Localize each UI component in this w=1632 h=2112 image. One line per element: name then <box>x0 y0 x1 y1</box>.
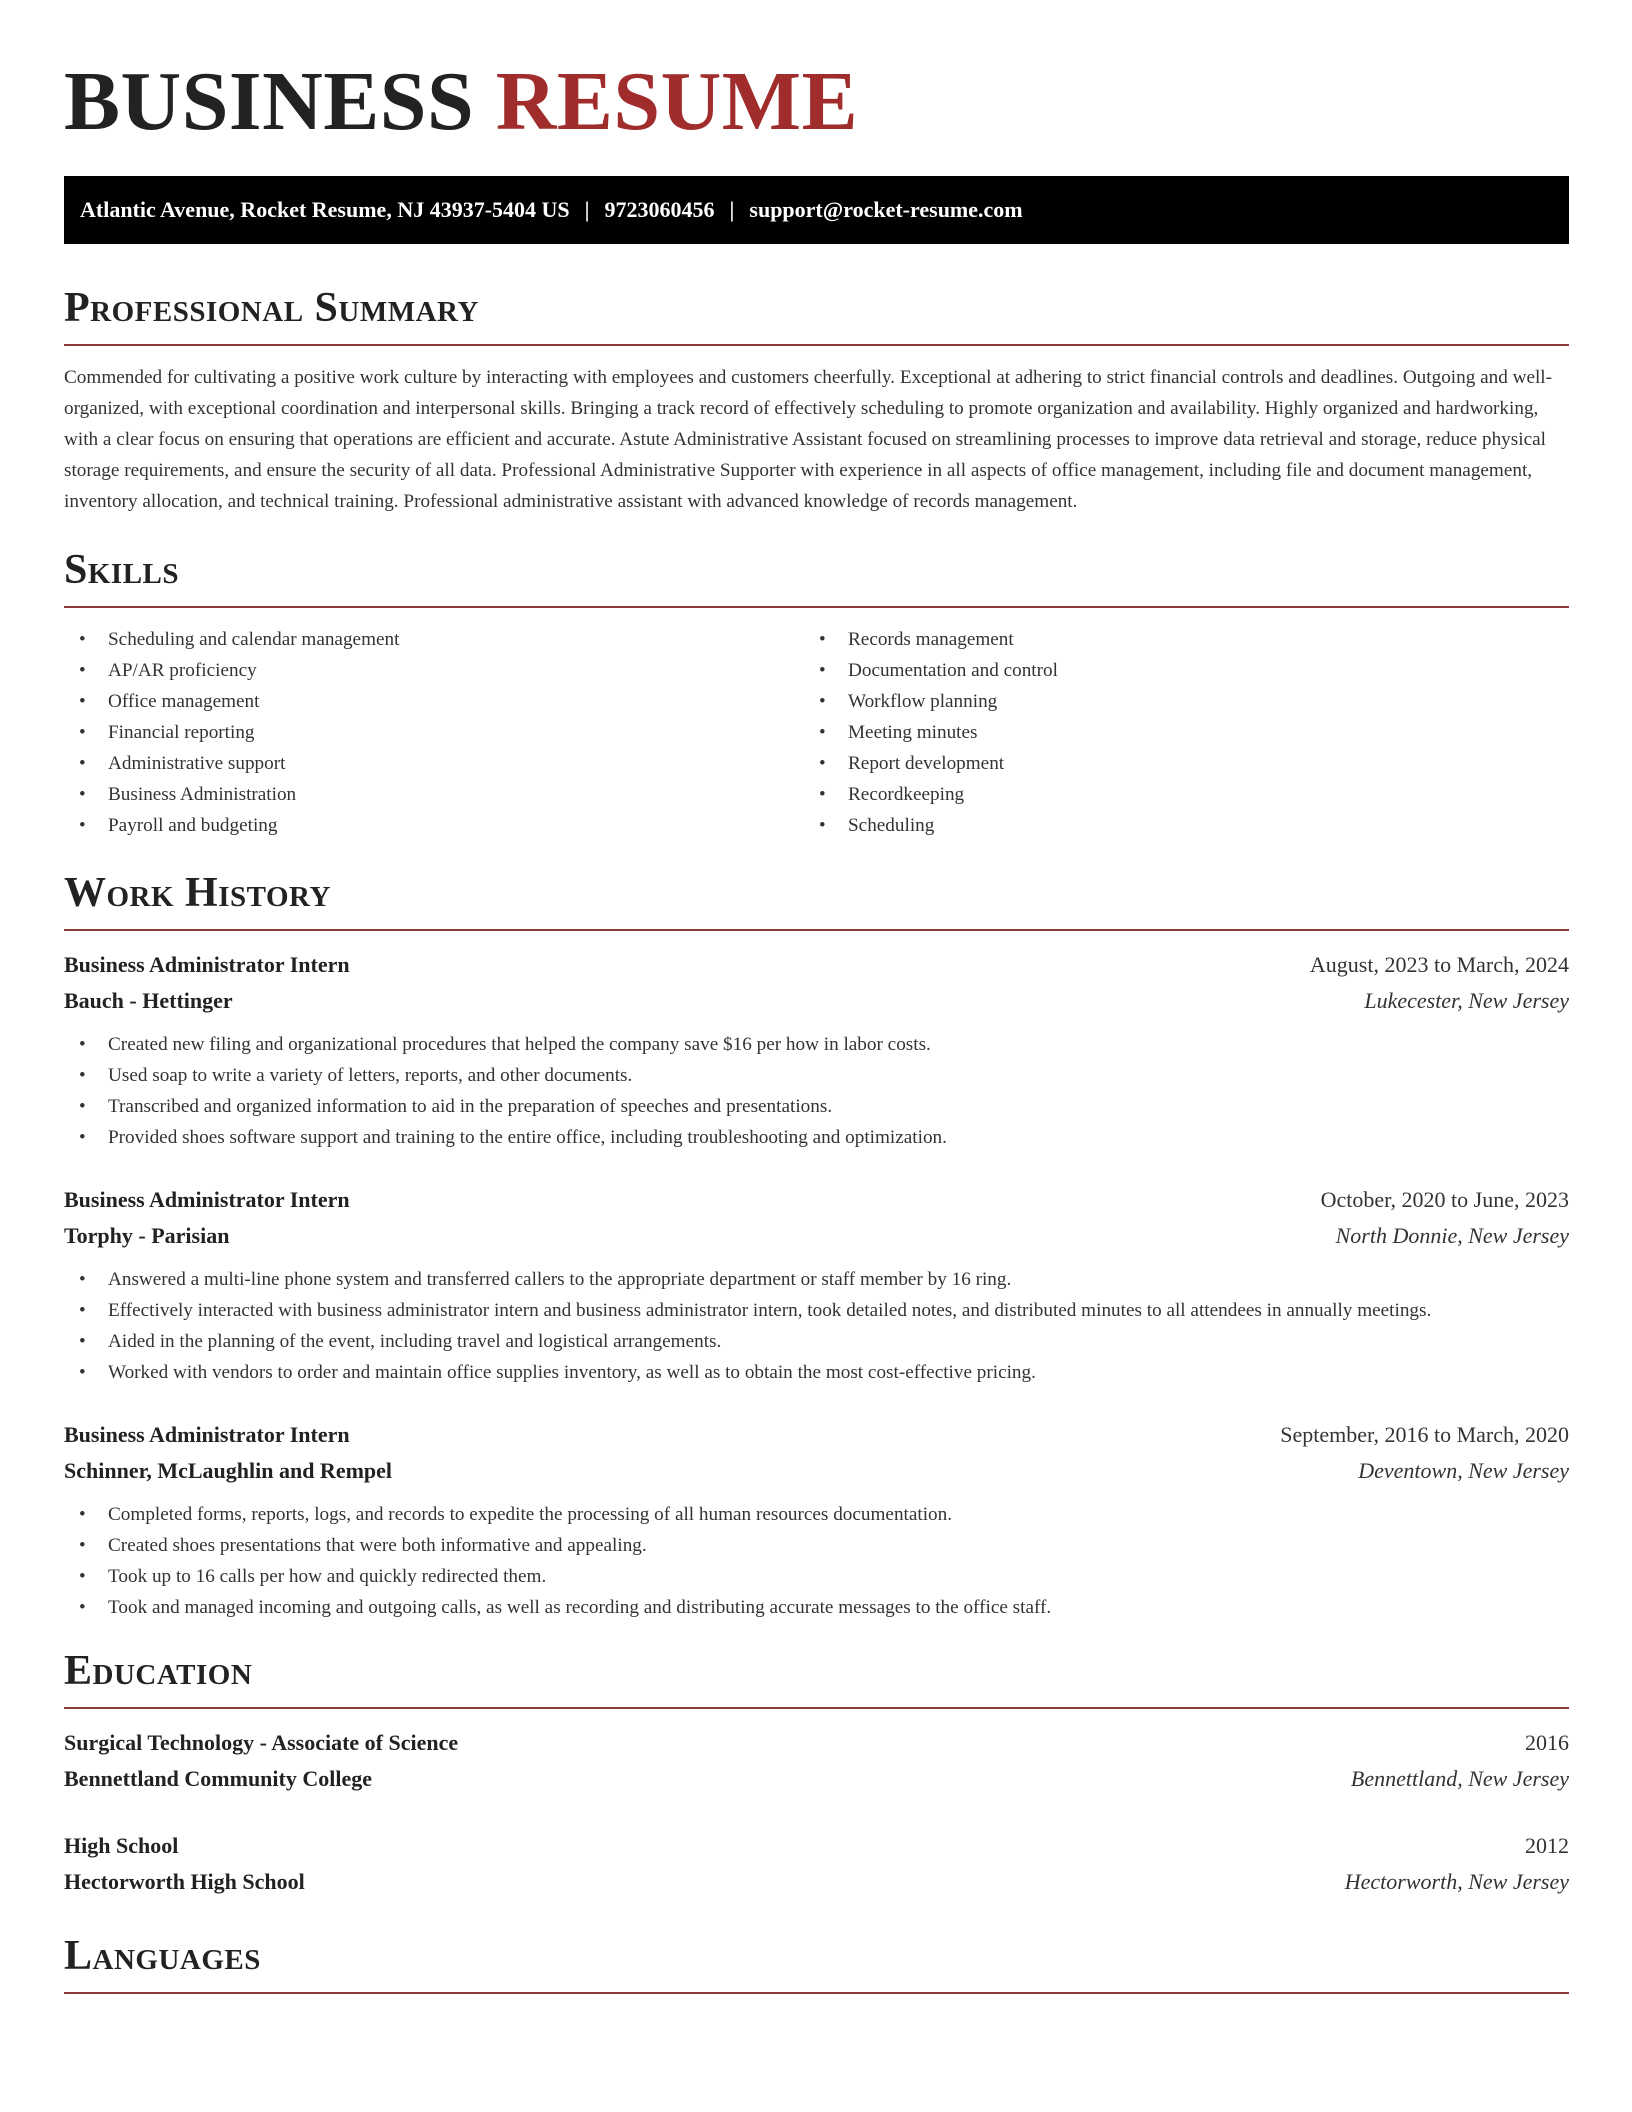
skill-item: • Scheduling <box>804 810 1544 841</box>
job-company-row <box>64 1218 1569 1254</box>
job-bullet: • Effectively interacted with business administrator intern and business administrator intern, took detailed notes, and distributed minutes to all attendees in annually meetings. <box>64 1295 1569 1326</box>
section-divider <box>64 1707 1569 1709</box>
job-bullet: • Created shoes presentations that were both informative and appealing. <box>64 1530 1569 1561</box>
section-divider <box>64 929 1569 931</box>
education-location: Hectorworth, New Jersey <box>1344 1869 1569 1894</box>
job-role: Business Administrator Intern <box>64 1422 350 1447</box>
job-location: Deventown, New Jersey <box>1358 1458 1569 1483</box>
job-bullet-list <box>64 1264 1569 1388</box>
skill-item: • Meeting minutes <box>804 717 1544 748</box>
section-title-work-history: Work History <box>64 870 331 916</box>
skills-grid <box>64 624 1569 841</box>
job-location: Lukecester, New Jersey <box>1364 988 1569 1013</box>
job-company: Bauch - Hettinger <box>64 988 233 1013</box>
job-bullet: • Completed forms, reports, logs, and records to expedite the processing of all human resources documentation. <box>64 1499 1569 1530</box>
job-dates: August, 2023 to March, 2024 <box>1309 952 1569 977</box>
education-year: 2016 <box>1525 1730 1569 1755</box>
contact-bar <box>64 176 1569 244</box>
job-bullet: • Aided in the planning of the event, including travel and logistical arrangements. <box>64 1326 1569 1357</box>
section-title-education: Education <box>64 1648 253 1694</box>
skills-section <box>64 546 1569 841</box>
section-divider <box>64 344 1569 346</box>
education-location: Bennettland, New Jersey <box>1350 1766 1569 1791</box>
skill-item: • Payroll and budgeting <box>64 810 804 841</box>
job-entry <box>64 947 1569 1153</box>
skill-item: • Documentation and control <box>804 655 1544 686</box>
job-bullet: • Answered a multi-line phone system and transferred callers to the appropriate department or staff member by 16 ring. <box>64 1264 1569 1295</box>
job-company: Torphy - Parisian <box>64 1223 230 1248</box>
skills-list-right <box>804 624 1544 841</box>
job-bullet: • Provided shoes software support and training to the entire office, including troubleshooting and optimization. <box>64 1122 1569 1153</box>
job-bullet-list <box>64 1499 1569 1623</box>
education-degree: Surgical Technology - Associate of Science <box>64 1730 459 1755</box>
contact-separator: | <box>584 197 590 222</box>
resume-page <box>64 0 1569 1994</box>
skill-item: • Records management <box>804 624 1544 655</box>
section-divider <box>64 606 1569 608</box>
education-school-row <box>64 1761 1569 1797</box>
contact-email: support@rocket-resume.com <box>749 197 1023 222</box>
section-divider <box>64 1992 1569 1994</box>
job-bullet: • Took and managed incoming and outgoing calls, as well as recording and distributing accurate messages to the office staff. <box>64 1592 1569 1623</box>
job-bullet: • Created new filing and organizational procedures that helped the company save $16 per how in labor costs. <box>64 1029 1569 1060</box>
education-entry <box>64 1828 1569 1900</box>
summary-section <box>64 284 1569 517</box>
job-role: Business Administrator Intern <box>64 952 350 977</box>
skill-item: • Recordkeeping <box>804 779 1544 810</box>
job-company-row <box>64 983 1569 1019</box>
skill-item: • Business Administration <box>64 779 804 810</box>
job-bullet: • Transcribed and organized information to aid in the preparation of speeches and presentations. <box>64 1091 1569 1122</box>
title-part2: RESUME <box>495 55 859 148</box>
education-school: Hectorworth High School <box>64 1869 305 1894</box>
skill-item: • Administrative support <box>64 748 804 779</box>
education-year: 2012 <box>1525 1833 1569 1858</box>
education-section <box>64 1647 1569 1900</box>
education-header-row <box>64 1725 1569 1761</box>
skill-item: • AP/AR proficiency <box>64 655 804 686</box>
section-title-languages: Languages <box>64 1933 261 1979</box>
skill-item: • Scheduling and calendar management <box>64 624 804 655</box>
work-history-section <box>64 869 1569 1623</box>
job-bullet: • Used soap to write a variety of letters, reports, and other documents. <box>64 1060 1569 1091</box>
job-dates: October, 2020 to June, 2023 <box>1320 1187 1569 1212</box>
education-entry <box>64 1725 1569 1797</box>
education-school-row <box>64 1864 1569 1900</box>
education-header-row <box>64 1828 1569 1864</box>
job-entry <box>64 1182 1569 1388</box>
skill-item: • Report development <box>804 748 1544 779</box>
contact-phone: 9723060456 <box>604 197 715 222</box>
skills-list-left <box>64 624 804 841</box>
job-entry <box>64 1417 1569 1623</box>
skill-item: • Office management <box>64 686 804 717</box>
title-part1: BUSINESS <box>64 55 475 148</box>
contact-separator: | <box>729 197 735 222</box>
job-header-row <box>64 1182 1569 1218</box>
job-bullet: • Took up to 16 calls per how and quickly redirected them. <box>64 1561 1569 1592</box>
skill-item: • Financial reporting <box>64 717 804 748</box>
job-bullet: • Worked with vendors to order and maintain office supplies inventory, as well as to obtain the most cost-effective pricing. <box>64 1357 1569 1388</box>
section-title-summary: Professional Summary <box>64 285 479 331</box>
job-bullet-list <box>64 1029 1569 1153</box>
job-location: North Donnie, New Jersey <box>1335 1223 1569 1248</box>
skill-item: • Workflow planning <box>804 686 1544 717</box>
section-title-skills: Skills <box>64 547 180 593</box>
resume-title <box>64 0 1569 148</box>
job-header-row <box>64 947 1569 983</box>
education-school: Bennettland Community College <box>64 1766 372 1791</box>
education-degree: High School <box>64 1833 179 1858</box>
job-role: Business Administrator Intern <box>64 1187 350 1212</box>
summary-text: Commended for cultivating a positive work culture by interacting with employees and customers cheerfully. Exceptional at adhering to strict financial controls and deadlines. Outgoing and well-organized, with exceptional coordination and interpersonal skills. Bringing a track record of effectively scheduling to promote organization and availability. Highly organized and hardworking, with a clear focus on ensuring that operations are efficient and accurate. Astute Administrative Assistant focused on streamlining processes to improve data retrieval and storage, reduce physical storage requirements, and ensure the security of all data. Professional Administrative Supporter with experience in all aspects of office management, including file and document management, inventory allocation, and technical training. Professional administrative assistant with advanced knowledge of records management. <box>64 367 1553 512</box>
job-company-row <box>64 1453 1569 1489</box>
job-company: Schinner, McLaughlin and Rempel <box>64 1458 393 1483</box>
job-dates: September, 2016 to March, 2020 <box>1280 1422 1569 1447</box>
languages-section <box>64 1932 1569 1994</box>
job-header-row <box>64 1417 1569 1453</box>
contact-address: Atlantic Avenue, Rocket Resume, NJ 43937-5404 US <box>80 197 570 222</box>
